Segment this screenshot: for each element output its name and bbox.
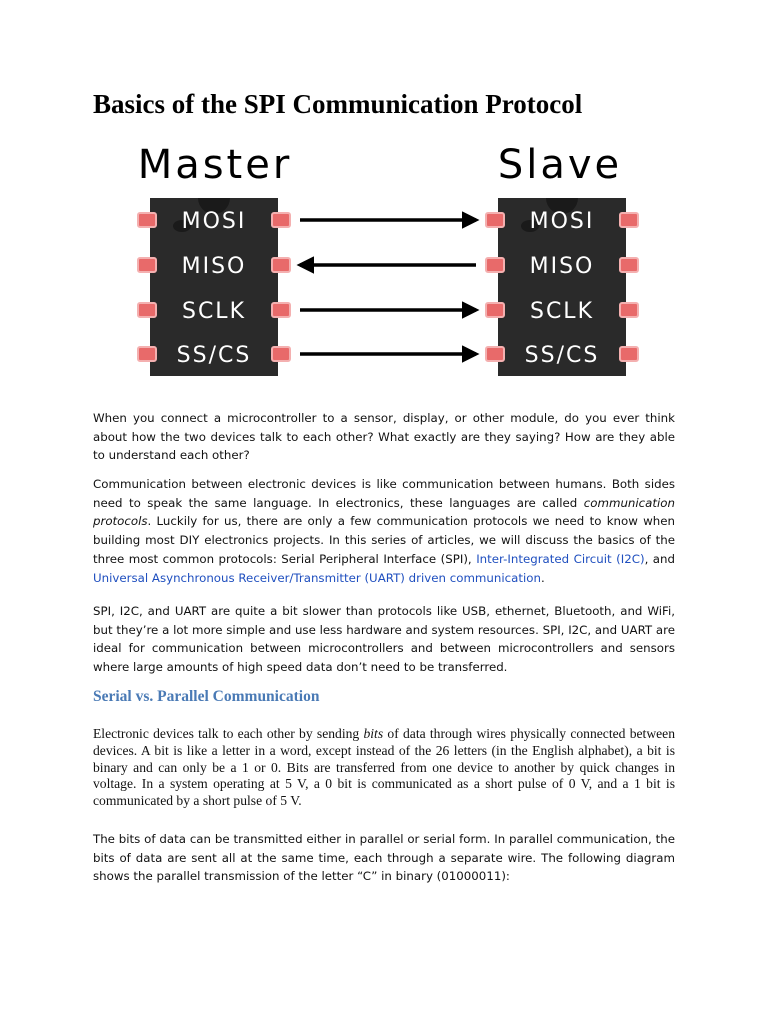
master-label: Master	[137, 142, 293, 188]
master-pin-right	[272, 258, 290, 272]
slave-pin-right	[620, 258, 638, 272]
master-pin-left	[138, 303, 156, 317]
slave-label: Slave	[497, 142, 623, 188]
comparison-paragraph: SPI, I2C, and UART are quite a bit slower than protocols like USB, ethernet, Bluetooth, and WiFi, but they’re a lot more simple and use less hardware and system resources. SPI, I2C, and UART are ideal for communication between microcontrollers and between microcontrollers and sensors where large amounts of high speed data don’t need to be transferred.	[93, 604, 675, 675]
intro-paragraph: When you connect a microcontroller to a sensor, display, or other module, do you ever think about how the two devices talk to each other? What exactly are they saying? How are they able to understand each other?	[93, 411, 675, 463]
page-title: Basics of the SPI Communication Protocol	[93, 89, 583, 119]
slave-pin-label: MOSI	[529, 209, 595, 234]
parallel-paragraph: The bits of data can be transmitted either in parallel or serial form. In parallel communication, the bits of data are sent all at the same time, each through a separate wire. The following diagram shows the parallel transmission of the letter “C” in binary (01000011):	[93, 832, 675, 884]
slave-pin-right	[620, 347, 638, 361]
spi-diagram	[120, 138, 650, 388]
bits-text-2: of data through wires physically connected between devices. A bit is like a letter in a word, except instead of the 26 letters (in the English alphabet), a bit is binary and can only be a 1 or 0. Bits are transferred from one device to another by quick changes in voltage. In a system operating at 5 V, a 0 bit is communicated as a short pulse of 0 V, and a 1 bit is communicated by a short pulse of 5 V.	[93, 726, 675, 809]
protocols-text-1: Communication between electronic devices is like communication between humans. Both sides need to speak the same language. In electronics, these languages are called	[93, 477, 675, 510]
master-pin-label: MISO	[181, 254, 247, 279]
protocols-text-3: , and	[644, 551, 676, 566]
slave-pin-left	[486, 258, 504, 272]
protocols-paragraph	[93, 475, 675, 587]
uart-link[interactable]: Universal Asynchronous Receiver/Transmitter (UART) driven communication	[93, 570, 541, 585]
slave-pin-right	[620, 303, 638, 317]
master-pin-label: SCLK	[181, 299, 247, 324]
slave-pin-right	[620, 213, 638, 227]
section-heading: Serial vs. Parallel Communication	[93, 688, 320, 705]
master-pin-left	[138, 213, 156, 227]
slave-pin-left	[486, 347, 504, 361]
master-pin-right	[272, 347, 290, 361]
protocols-text-4: .	[540, 570, 545, 585]
master-pin-label: MOSI	[181, 209, 247, 234]
master-pin-left	[138, 258, 156, 272]
bits-italic: bits	[363, 726, 384, 741]
slave-pin-label: SS/CS	[524, 343, 600, 368]
master-pin-right	[272, 213, 290, 227]
slave-pin-left	[486, 303, 504, 317]
protocols-italic: communication protocols	[93, 495, 675, 529]
bits-text-1: Electronic devices talk to each other by sending	[93, 726, 364, 741]
protocols-text-2: . Luckily for us, there are only a few communication protocols we need to know when building most DIY electronics projects. In this series of articles, we will discuss the basics of the three most common protocols: Serial Peripheral Interface (SPI),	[93, 514, 675, 566]
bits-paragraph	[93, 726, 675, 810]
master-pin-right	[272, 303, 290, 317]
master-pin-label: SS/CS	[176, 343, 252, 368]
slave-pin-label: SCLK	[529, 299, 595, 324]
i2c-link[interactable]: Inter-Integrated Circuit (I2C)	[476, 551, 645, 566]
slave-pin-left	[486, 213, 504, 227]
master-pin-left	[138, 347, 156, 361]
slave-pin-label: MISO	[529, 254, 595, 279]
